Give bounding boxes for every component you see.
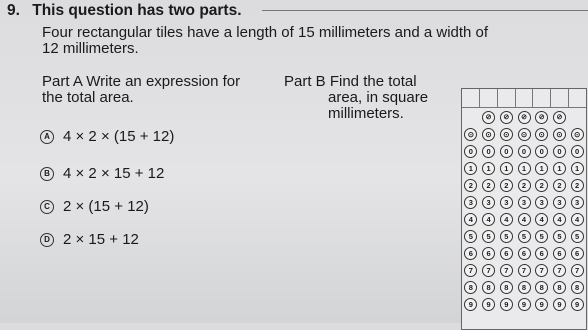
top-rule bbox=[262, 10, 588, 11]
grid-bubble-digit[interactable]: 2 bbox=[535, 179, 548, 192]
grid-bubble-decimal[interactable]: ⊙ bbox=[571, 128, 584, 141]
part-b-line-3: millimeters. bbox=[328, 105, 404, 122]
grid-bubble-digit[interactable]: 9 bbox=[464, 298, 477, 311]
grid-bubble-digit[interactable]: 9 bbox=[571, 298, 584, 311]
grid-bubble-slash[interactable]: ⊘ bbox=[518, 111, 531, 124]
choice-a-bubble[interactable]: A bbox=[40, 130, 54, 144]
stem-line-2: 12 millimeters. bbox=[42, 40, 139, 57]
grid-bubble-digit[interactable]: 4 bbox=[482, 213, 495, 226]
answer-box[interactable] bbox=[551, 89, 569, 107]
grid-bubble-digit[interactable]: 8 bbox=[518, 281, 531, 294]
choice-c-text: 2 × (15 + 12) bbox=[63, 198, 149, 215]
choice-d-text: 2 × 15 + 12 bbox=[63, 231, 139, 248]
grid-bubble-digit[interactable]: 2 bbox=[571, 179, 584, 192]
stem-line-1: Four rectangular tiles have a length of 15 millimeters and a width of bbox=[42, 24, 489, 41]
grid-column bbox=[516, 111, 533, 315]
grid-bubble-digit[interactable]: 0 bbox=[464, 145, 477, 158]
grid-bubble-digit[interactable]: 7 bbox=[500, 264, 513, 277]
grid-bubble-digit[interactable]: 9 bbox=[535, 298, 548, 311]
grid-bubble-digit[interactable]: 0 bbox=[571, 145, 584, 158]
grid-bubble-digit[interactable]: 8 bbox=[464, 281, 477, 294]
grid-bubble-digit[interactable]: 7 bbox=[571, 264, 584, 277]
grid-column bbox=[533, 111, 550, 315]
grid-column bbox=[462, 111, 479, 315]
question-header bbox=[7, 2, 242, 20]
grid-bubble-digit[interactable]: 9 bbox=[518, 298, 531, 311]
grid-bubble-digit[interactable]: 9 bbox=[500, 298, 513, 311]
grid-bubble-digit[interactable]: 3 bbox=[518, 196, 531, 209]
grid-bubble-digit[interactable]: 6 bbox=[571, 247, 584, 260]
grid-bubble-digit[interactable]: 6 bbox=[553, 247, 566, 260]
grid-bubble-digit[interactable]: 7 bbox=[482, 264, 495, 277]
choice-b-text: 4 × 2 × 15 + 12 bbox=[63, 165, 165, 182]
answer-box[interactable] bbox=[462, 89, 480, 107]
grid-bubble-digit[interactable]: 0 bbox=[518, 145, 531, 158]
grid-bubble-digit[interactable]: 1 bbox=[535, 162, 548, 175]
grid-bubble-decimal[interactable]: ⊙ bbox=[553, 128, 566, 141]
grid-bubble-slash[interactable]: ⊘ bbox=[482, 111, 495, 124]
grid-bubble-digit[interactable]: 5 bbox=[500, 230, 513, 243]
grid-bubble-digit[interactable]: 4 bbox=[553, 213, 566, 226]
grid-bubble-digit[interactable]: 2 bbox=[553, 179, 566, 192]
grid-bubble-slash[interactable]: ⊘ bbox=[500, 111, 513, 124]
choice-b-bubble[interactable]: B bbox=[40, 167, 54, 181]
grid-column bbox=[569, 111, 586, 315]
question-number: 9. bbox=[7, 2, 20, 19]
grid-bubble-digit[interactable]: 0 bbox=[482, 145, 495, 158]
grid-bubble-digit[interactable]: 3 bbox=[553, 196, 566, 209]
answer-box[interactable] bbox=[516, 89, 534, 107]
grid-bubble-digit[interactable]: 0 bbox=[553, 145, 566, 158]
grid-bubble-digit[interactable]: 8 bbox=[571, 281, 584, 294]
grid-bubble-digit[interactable]: 1 bbox=[553, 162, 566, 175]
part-b-line-2: area, in square bbox=[328, 89, 429, 106]
grid-bubble-digit[interactable]: 4 bbox=[535, 213, 548, 226]
grid-bubble-digit[interactable]: 8 bbox=[500, 281, 513, 294]
grid-bubble-digit[interactable]: 5 bbox=[553, 230, 566, 243]
answer-box[interactable] bbox=[533, 89, 551, 107]
grid-bubble-digit[interactable]: 6 bbox=[482, 247, 495, 260]
grid-bubble-digit[interactable]: 8 bbox=[535, 281, 548, 294]
part-a-line-2: the total area. bbox=[42, 89, 134, 106]
grid-bubble-digit[interactable]: 7 bbox=[464, 264, 477, 277]
grid-bubble-digit[interactable]: 3 bbox=[464, 196, 477, 209]
choice-a-text: 4 × 2 × (15 + 12) bbox=[63, 128, 175, 145]
grid-bubble-slash[interactable]: ⊘ bbox=[535, 111, 548, 124]
grid-bubble-digit[interactable]: 4 bbox=[571, 213, 584, 226]
grid-bubble-digit[interactable]: 2 bbox=[518, 179, 531, 192]
grid-bubble-digit[interactable]: 5 bbox=[482, 230, 495, 243]
grid-bubble-digit[interactable]: 7 bbox=[518, 264, 531, 277]
grid-bubble-digit[interactable]: 2 bbox=[464, 179, 477, 192]
grid-bubble-digit[interactable]: 4 bbox=[464, 213, 477, 226]
grid-bubble-digit[interactable]: 5 bbox=[535, 230, 548, 243]
part-b-line-1: Part B Find the total bbox=[284, 73, 417, 90]
grid-bubble-digit[interactable]: 1 bbox=[518, 162, 531, 175]
grid-bubble-decimal[interactable]: ⊙ bbox=[482, 128, 495, 141]
grid-bubble-decimal[interactable]: ⊙ bbox=[500, 128, 513, 141]
grid-bubble-digit[interactable]: 3 bbox=[482, 196, 495, 209]
grid-bubble-digit[interactable]: 7 bbox=[553, 264, 566, 277]
answer-grid bbox=[461, 88, 587, 330]
grid-bubble-digit[interactable]: 5 bbox=[518, 230, 531, 243]
grid-bubble-digit[interactable]: 5 bbox=[464, 230, 477, 243]
grid-bubble-digit[interactable]: 3 bbox=[500, 196, 513, 209]
grid-bubble-digit[interactable]: 0 bbox=[535, 145, 548, 158]
choice-b[interactable] bbox=[40, 165, 164, 182]
choice-d-bubble[interactable]: D bbox=[40, 233, 54, 247]
grid-bubble-digit[interactable]: 9 bbox=[553, 298, 566, 311]
grid-column bbox=[498, 111, 515, 315]
grid-column bbox=[480, 111, 497, 315]
grid-bubble-digit[interactable]: 3 bbox=[535, 196, 548, 209]
grid-bubble-digit[interactable]: 8 bbox=[482, 281, 495, 294]
grid-bubble-decimal[interactable]: ⊙ bbox=[535, 128, 548, 141]
grid-bubble-digit[interactable]: 0 bbox=[500, 145, 513, 158]
grid-column bbox=[551, 111, 568, 315]
grid-bubble-digit[interactable]: 6 bbox=[535, 247, 548, 260]
grid-bubble-decimal[interactable]: ⊙ bbox=[518, 128, 531, 141]
grid-bubble-digit[interactable]: 1 bbox=[571, 162, 584, 175]
part-a-line-1: Part A Write an expression for bbox=[42, 73, 241, 90]
choice-a[interactable] bbox=[40, 128, 174, 145]
grid-bubble-digit[interactable]: 9 bbox=[482, 298, 495, 311]
grid-bubble-digit[interactable]: 2 bbox=[500, 179, 513, 192]
choice-d[interactable] bbox=[40, 231, 139, 248]
part-a-prompt bbox=[42, 74, 282, 106]
grid-bubble-slash[interactable]: ⊘ bbox=[553, 111, 566, 124]
grid-bubble-digit[interactable]: 6 bbox=[464, 247, 477, 260]
answer-box[interactable] bbox=[480, 89, 498, 107]
answer-boxes bbox=[462, 89, 586, 108]
grid-bubble-digit[interactable]: 8 bbox=[553, 281, 566, 294]
grid-bubble-digit[interactable]: 5 bbox=[571, 230, 584, 243]
grid-bubble-digit[interactable]: 4 bbox=[518, 213, 531, 226]
choice-c[interactable] bbox=[40, 198, 149, 215]
grid-bubble-digit[interactable]: 6 bbox=[500, 247, 513, 260]
grid-bubble-decimal[interactable]: ⊙ bbox=[464, 128, 477, 141]
grid-bubble-digit[interactable]: 3 bbox=[571, 196, 584, 209]
grid-bubble-digit[interactable]: 4 bbox=[500, 213, 513, 226]
grid-bubble-digit[interactable]: 2 bbox=[482, 179, 495, 192]
grid-bubble-digit[interactable]: 1 bbox=[500, 162, 513, 175]
answer-box[interactable] bbox=[498, 89, 516, 107]
grid-bubble-digit[interactable]: 1 bbox=[464, 162, 477, 175]
question-title: This question has two parts. bbox=[32, 2, 242, 19]
choice-c-bubble[interactable]: C bbox=[40, 200, 54, 214]
answer-box[interactable] bbox=[569, 89, 586, 107]
grid-bubble-digit[interactable]: 6 bbox=[518, 247, 531, 260]
grid-bubble-digit[interactable]: 7 bbox=[535, 264, 548, 277]
question-stem bbox=[42, 25, 542, 57]
part-b-prompt bbox=[284, 74, 444, 122]
grid-bubble-digit[interactable]: 1 bbox=[482, 162, 495, 175]
